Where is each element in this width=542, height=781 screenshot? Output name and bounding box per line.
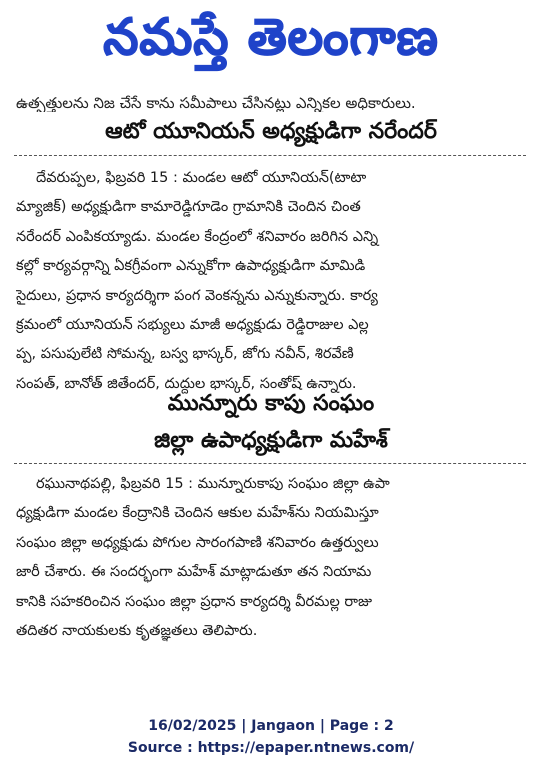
article2-line: తదితర నాయకులకు కృతజ్ఞతలు తెలిపారు.: [16, 623, 258, 640]
article1-line: సంపత్, బానోత్ జితేందర్, దుద్దుల భాస్కర్, సంతోష్ ఉన్నారు.: [16, 375, 357, 392]
article2-line: కానికి సహకరించిన సంఘం జిల్లా ప్రధాన కార్యదర్శి వీరమల్ల రాజు: [16, 593, 372, 610]
truncated-text: ఉత్పత్తులను నిజ చేసే కాను సమీపాలు చేసినట్లు ఎన్నికల అధికారులు.: [16, 94, 416, 112]
article1-line: దేవరుప్పల, ఫిబ్రవరి 15 : మండల ఆటో యూనియన్(టాటా: [36, 170, 367, 186]
article1-line: మ్యాజిక్) అధ్యక్షుడిగా కామారెడ్డిగూడెం గ్రామానికి చెందిన చింత: [16, 199, 361, 216]
article2-line: జారీ చేశారు. ఈ సందర్భంగా మహేశ్ మాట్లాడుతూ తన నియామ: [16, 564, 372, 581]
article1-line: ప్ప, పసుపులేటి సోమన్న, బస్వ భాస్కర్, జోగు నవీన్, శిరవేణి: [16, 346, 354, 363]
article1-divider: [14, 155, 526, 156]
article1-line: నరేందర్ ఎంపికయ్యాడు. మండల కేంద్రంలో శనివారం జరిగిన ఎన్ని: [16, 228, 379, 245]
article2-headline-line1: మున్నూరు కాపు సంఘం: [167, 391, 375, 416]
article1-headline: ఆటో యూనియన్ అధ్యక్షుడిగా నరేందర్: [105, 119, 437, 144]
article1-line: కల్లో కార్యవర్గాన్ని ఏకగ్రీవంగా ఎన్నుకోగా ఉపాధ్యక్షుడిగా మామిడి: [16, 258, 366, 275]
article2-line: ధ్యక్షుడిగా మండల కేంద్రానికి చెందిన ఆకుల మహేశ్‌ను నియమిస్తూ: [16, 505, 379, 522]
masthead-logo: [70, 8, 472, 78]
article2-line: రఘునాథపల్లి, ఫిబ్రవరి 15 : మున్నూరుకాపు సంఘం జిల్లా ఉపా: [36, 476, 390, 492]
article2-headline-line2: జిల్లా ఉపాధ్యక్షుడిగా మహేశ్: [154, 428, 388, 453]
article1-line: సైదులు, ప్రధాన కార్యదర్శిగా పంగ వెంకన్నను ఎన్నుకున్నారు. కార్య: [16, 287, 378, 304]
footer-date-edition: 16/02/2025 | Jangaon | Page : 2: [148, 718, 394, 734]
article2-line: సంఘం జిల్లా అధ్యక్షుడు పోగుల సారంగపాణి శనివారం ఉత్తర్వులు: [16, 534, 379, 551]
article1-body: [16, 164, 528, 399]
masthead-title: నమస్తే తెలంగాణ: [103, 7, 439, 66]
footer-source: Source : https://epaper.ntnews.com/: [127, 740, 415, 756]
article1-line: క్రమంలో యూనియన్ సభ్యులు మాజీ అధ్యక్షుడు రెడ్డిరాజుల ఎల్ల: [16, 317, 369, 334]
article2-divider: [14, 463, 526, 464]
truncated-text-line: [16, 92, 526, 112]
article2-body: [16, 470, 528, 646]
